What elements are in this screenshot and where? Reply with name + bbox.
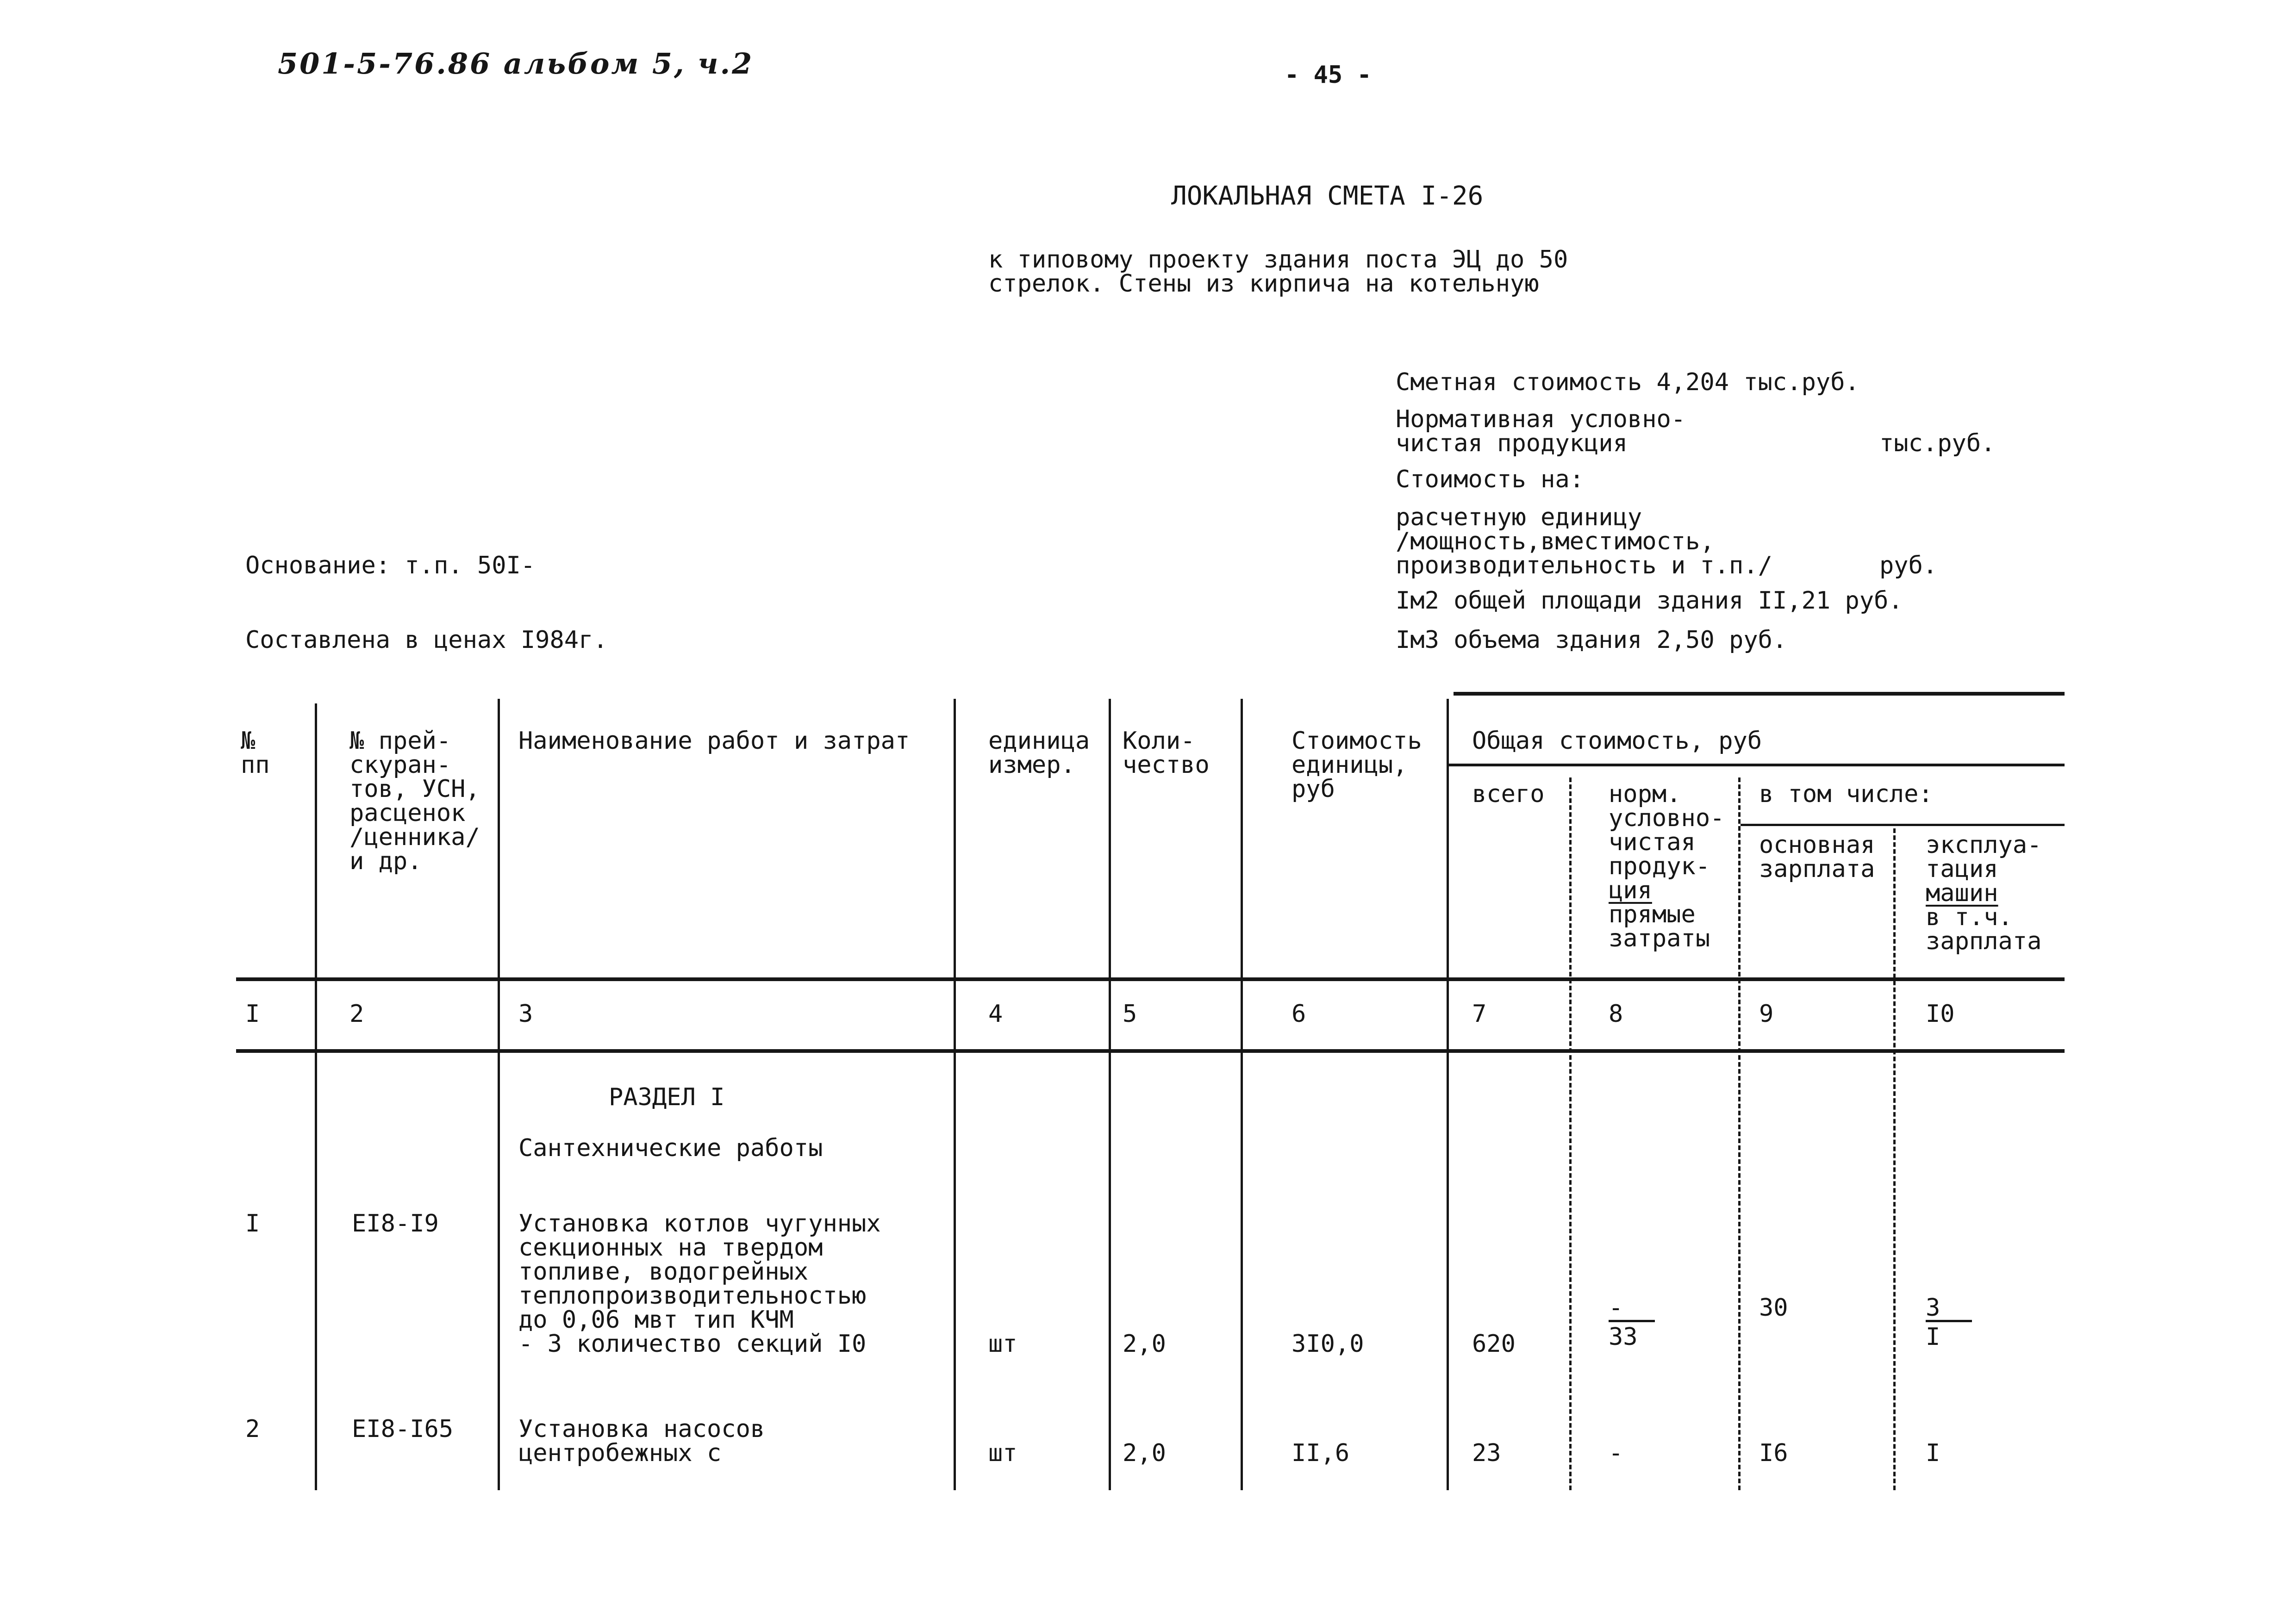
area-cost: Iм2 общей площади здания II,21 руб.	[1396, 587, 1903, 615]
estimated-cost: Сметная стоимость 4,204 тыс.руб.	[1396, 368, 1859, 396]
row-2-unit: шт	[988, 1439, 1017, 1467]
row-2-num: 2	[245, 1415, 260, 1443]
header-qty: Коли- чество	[1123, 727, 1210, 779]
page-number: - 45 -	[1285, 61, 1372, 89]
header-code: № прей- скуран- тов, УСН, расценок /ценника/ и др.	[349, 727, 480, 875]
col-rule-6	[1447, 699, 1449, 1490]
col-rule-8	[1738, 777, 1741, 1490]
col-rule-1	[315, 703, 317, 1490]
header-direct-costs: норм. условно- чистая продук- ция прямые затраты	[1609, 780, 1725, 952]
document-title: ЛОКАЛЬНАЯ СМЕТА I-26	[1171, 181, 1484, 211]
column-numbers-rule	[236, 1049, 2065, 1053]
row-2-price: II,6	[1292, 1439, 1350, 1467]
unit-cost-unit: руб.	[1879, 552, 1938, 579]
row-1-unit: шт	[988, 1330, 1017, 1358]
header-name: Наименование работ и затрат	[518, 727, 910, 755]
table-top-rule	[1454, 692, 2065, 696]
prices-year: Составлена в ценах I984г.	[245, 626, 608, 654]
row-2-direct-costs: -	[1609, 1439, 1623, 1467]
col-rule-2	[498, 699, 500, 1490]
col-rule-7	[1569, 777, 1572, 1490]
volume-cost: Iм3 объема здания 2,50 руб.	[1396, 626, 1787, 654]
row-1-price: 3I0,0	[1292, 1330, 1364, 1358]
header-unit: единица измер.	[988, 727, 1090, 779]
section-title: РАЗДЕЛ I	[609, 1083, 725, 1111]
document-subtitle: к типовому проекту здания поста ЭЦ до 50 стрелок. Стены из кирпича на котельную	[988, 246, 1568, 298]
col-rule-4	[1109, 699, 1111, 1490]
row-1-machines: $\frac{3}{I}$	[1926, 1296, 1972, 1349]
row-1-qty: 2,0	[1123, 1330, 1166, 1358]
row-2-code: EI8-I65	[352, 1415, 454, 1443]
col-number-6: 6	[1292, 1000, 1306, 1028]
total-group-rule	[1449, 764, 2065, 766]
normative-product-unit: тыс.руб.	[1879, 429, 1996, 457]
col-number-3: 3	[518, 1000, 533, 1028]
incl-group-rule	[1741, 824, 2065, 826]
col-number-1: I	[245, 1000, 260, 1028]
col-number-10: I0	[1926, 1000, 1955, 1028]
cost-on-label: Стоимость на:	[1396, 466, 1584, 493]
row-2-name: Установка насосов центробежных с	[518, 1415, 765, 1467]
row-1-salary: 30	[1759, 1294, 1788, 1322]
col-rule-9	[1893, 828, 1896, 1490]
normative-product: Нормативная условно- чистая продукция	[1396, 405, 1686, 457]
row-2-salary: I6	[1759, 1439, 1788, 1467]
col-number-8: 8	[1609, 1000, 1623, 1028]
row-1-name: Установка котлов чугунных секционных на твердом топливе, водогрейных теплопроизводительностью до 0,06 мвт тип КЧМ - 3 количество секций I0	[518, 1210, 881, 1358]
header-salary: основная зарплата	[1759, 831, 1875, 883]
header-num: № пп	[241, 727, 270, 779]
row-1-direct-costs: - 33	[1609, 1296, 1655, 1349]
row-2-total: 23	[1472, 1439, 1501, 1467]
header-total-group: Общая стоимость, руб	[1472, 727, 1762, 755]
header-bottom-rule	[236, 977, 2065, 981]
row-2-qty: 2,0	[1123, 1439, 1166, 1467]
header-total: всего	[1472, 780, 1545, 808]
handwritten-reference: 501-5-76.86 альбом 5, ч.2	[278, 47, 754, 81]
row-2-machines: I	[1926, 1439, 1940, 1467]
col-rule-3	[954, 699, 956, 1490]
section-name: Сантехнические работы	[518, 1134, 823, 1162]
row-1-code: EI8-I9	[352, 1210, 439, 1237]
col-number-7: 7	[1472, 1000, 1487, 1028]
header-incl-group: в том числе:	[1759, 780, 1933, 808]
col-number-2: 2	[349, 1000, 364, 1028]
row-1-total: 620	[1472, 1330, 1516, 1358]
col-number-5: 5	[1123, 1000, 1137, 1028]
basis: Основание: т.п. 50I-	[245, 552, 536, 579]
unit-cost: расчетную единицу /мощность,вместимость, производительность и т.п./	[1396, 504, 1772, 579]
row-1-num: I	[245, 1210, 260, 1237]
col-number-4: 4	[988, 1000, 1003, 1028]
col-rule-5	[1241, 699, 1243, 1490]
header-machines: эксплуа- тация машин в т.ч. зарплата	[1926, 831, 2042, 955]
header-unit-price: Стоимость единицы, руб	[1292, 727, 1422, 803]
col-number-9: 9	[1759, 1000, 1774, 1028]
